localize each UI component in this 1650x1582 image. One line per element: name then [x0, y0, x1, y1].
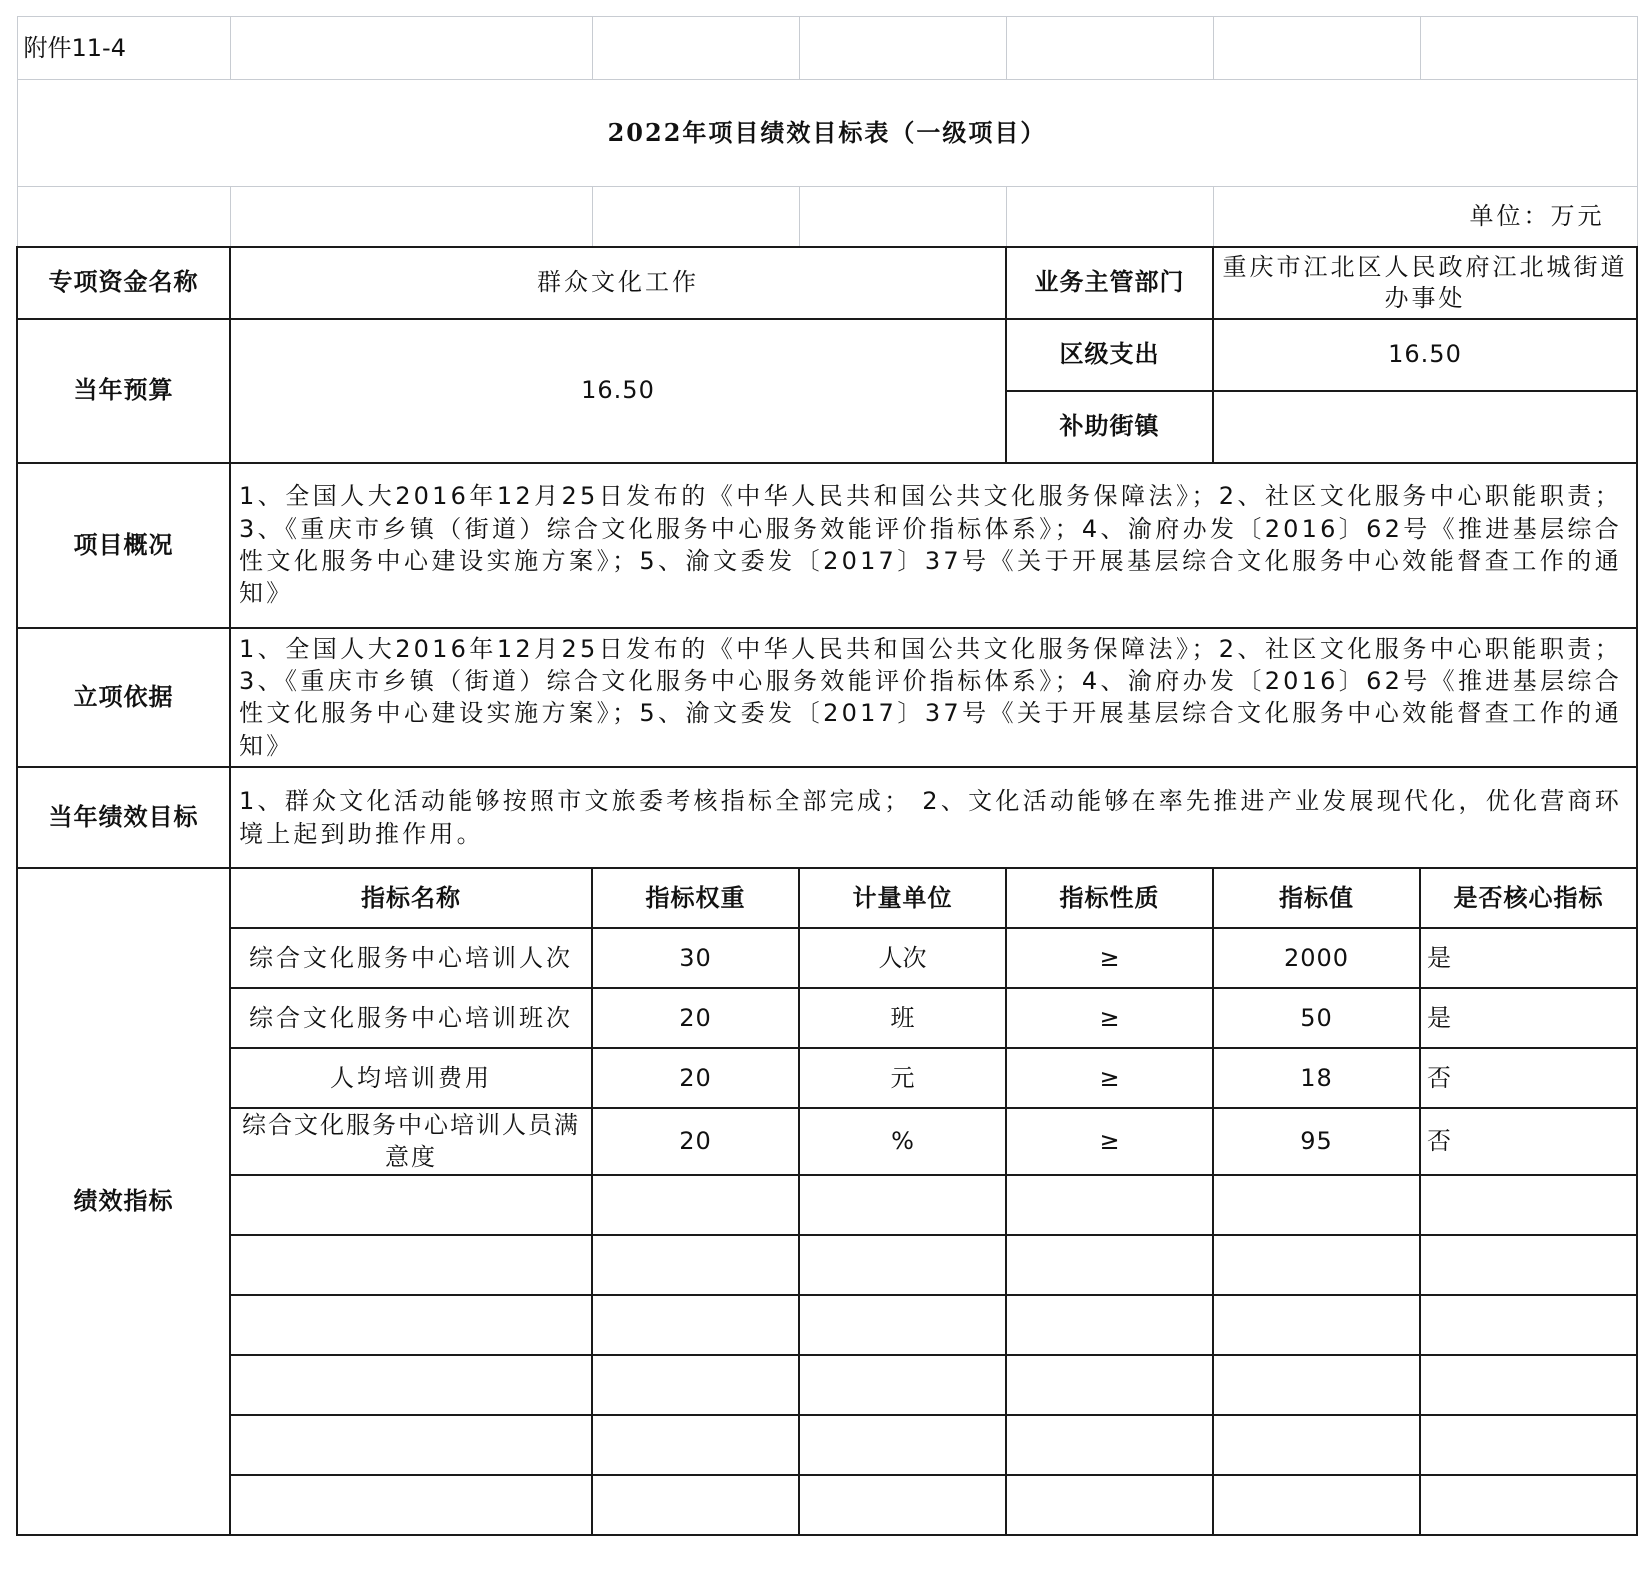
indicator-weight: 20	[592, 988, 799, 1048]
table-row-empty	[17, 1355, 1637, 1415]
district-value: 16.50	[1213, 319, 1637, 391]
dept-label: 业务主管部门	[1006, 247, 1213, 319]
indicator-nature: ≥	[1006, 1108, 1213, 1175]
indicator-name: 综合文化服务中心培训人次	[230, 928, 592, 988]
header-core: 是否核心指标	[1420, 868, 1637, 928]
fund-name-value: 群众文化工作	[230, 247, 1006, 319]
indicator-core: 是	[1420, 928, 1637, 988]
overview-label: 项目概况	[17, 463, 230, 628]
indicator-nature: ≥	[1006, 988, 1213, 1048]
goal-text: 1、群众文化活动能够按照市文旅委考核指标全部完成； 2、文化活动能够在率先推进产业发展现代化，优化营商环境上起到助推作用。	[230, 767, 1637, 868]
indicator-unit: 人次	[799, 928, 1006, 988]
goal-label: 当年绩效目标	[17, 767, 230, 868]
page-title: 2022年项目绩效目标表（一级项目）	[17, 80, 1637, 187]
indicator-value: 18	[1213, 1048, 1420, 1108]
basis-text: 1、全国人大2016年12月25日发布的《中华人民共和国公共文化服务保障法》；2、社区文化服务中心职能职责；3、《重庆市乡镇（街道）综合文化服务中心服务效能评价指标体系》；4、渝府办发〔2016〕62号《推进基层综合性文化服务中心建设实施方案》；5、渝文委发〔2017〕37号《关于开展基层综合文化服务中心效能督查工作的通知》	[230, 628, 1637, 768]
district-label: 区级支出	[1006, 319, 1213, 391]
indicator-weight: 20	[592, 1108, 799, 1175]
budget-label: 当年预算	[17, 319, 230, 463]
attachment-label: 附件11-4	[17, 17, 230, 80]
indicator-name: 人均培训费用	[230, 1048, 592, 1108]
table-row-empty	[17, 1415, 1637, 1475]
indicator-nature: ≥	[1006, 928, 1213, 988]
indicator-name: 综合文化服务中心培训人员满意度	[230, 1108, 592, 1175]
indicator-weight: 20	[592, 1048, 799, 1108]
indicator-core: 否	[1420, 1108, 1637, 1175]
header-nature: 指标性质	[1006, 868, 1213, 928]
indicator-nature: ≥	[1006, 1048, 1213, 1108]
unit-label: 单位：万元	[1213, 187, 1637, 247]
subsidy-value	[1213, 391, 1637, 463]
table-row	[17, 988, 1637, 1048]
indicator-value: 95	[1213, 1108, 1420, 1175]
table-row-empty	[17, 1175, 1637, 1235]
performance-target-table	[16, 16, 1638, 1536]
indicator-value: 2000	[1213, 928, 1420, 988]
indicator-unit: %	[799, 1108, 1006, 1175]
table-row-empty	[17, 1475, 1637, 1535]
header-unit: 计量单位	[799, 868, 1006, 928]
indicator-core: 是	[1420, 988, 1637, 1048]
indicator-weight: 30	[592, 928, 799, 988]
header-value: 指标值	[1213, 868, 1420, 928]
subsidy-label: 补助街镇	[1006, 391, 1213, 463]
overview-text: 1、全国人大2016年12月25日发布的《中华人民共和国公共文化服务保障法》；2、社区文化服务中心职能职责；3、《重庆市乡镇（街道）综合文化服务中心服务效能评价指标体系》；4、渝府办发〔2016〕62号《推进基层综合性文化服务中心建设实施方案》；5、渝文委发〔2017〕37号《关于开展基层综合文化服务中心效能督查工作的通知》	[230, 463, 1637, 628]
table-row-empty	[17, 1235, 1637, 1295]
indicator-value: 50	[1213, 988, 1420, 1048]
indicator-unit: 元	[799, 1048, 1006, 1108]
indicator-unit: 班	[799, 988, 1006, 1048]
budget-value: 16.50	[230, 319, 1006, 463]
header-weight: 指标权重	[592, 868, 799, 928]
indicator-name: 综合文化服务中心培训班次	[230, 988, 592, 1048]
table-row	[17, 1048, 1637, 1108]
indicator-core: 否	[1420, 1048, 1637, 1108]
table-row	[17, 1108, 1637, 1175]
indicators-label: 绩效指标	[17, 868, 230, 1535]
dept-value: 重庆市江北区人民政府江北城街道办事处	[1213, 247, 1637, 319]
header-indicator-name: 指标名称	[230, 868, 592, 928]
basis-label: 立项依据	[17, 628, 230, 768]
table-row	[17, 928, 1637, 988]
fund-name-label: 专项资金名称	[17, 247, 230, 319]
table-row-empty	[17, 1295, 1637, 1355]
